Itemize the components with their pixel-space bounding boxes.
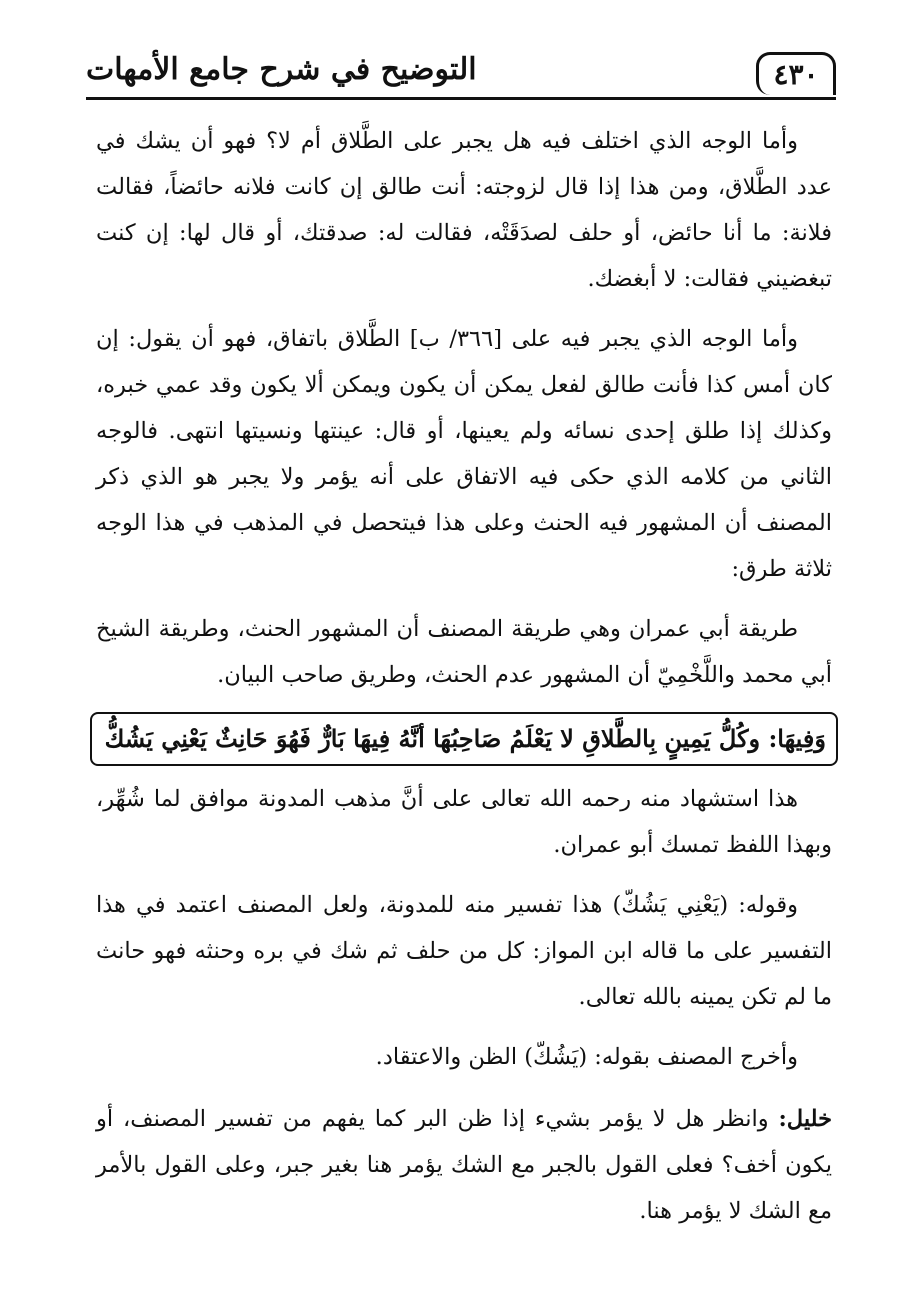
khalil-text: وانظر هل لا يؤمر بشيء إذا ظن البر كما يفهم من تفسير المصنف، أو يكون أخف؟ فعلى القول بالجبر مع الشك يؤمر هنا بغير جبر، وعلى القول بالأمر مع الشك لا يؤمر هنا.	[96, 1106, 832, 1224]
paragraph-commentary-2: وقوله: (يَعْنِي يَشُكّ) هذا تفسير منه للمدونة، ولعل المصنف اعتمد في هذا التفسير على ما قاله ابن المواز: كل من حلف ثم شك في بره وحنثه فهو حانث ما لم تكن يمينه بالله تعالى.	[96, 892, 832, 1010]
matn-quote-text: وَفِيهَا: وكُلُّ يَمِينٍ بِالطَّلاقِ لا يَعْلَمُ صَاحِبُهَا أنَّهُ فِيهَا بَارٌّ فَهُوَ حَانِثٌ يَعْنِي يَشُكُّ	[104, 724, 826, 753]
paragraph-commentary-3: وأخرج المصنف بقوله: (يَشُكّ) الظن والاعتقاد.	[375, 1044, 798, 1070]
header-rule	[86, 97, 836, 100]
page-number: ٤٣٠	[756, 52, 836, 95]
paragraph-khalil	[96, 1096, 832, 1234]
khalil-label: خليل:	[778, 1106, 832, 1132]
paragraph-compelled-case: وأما الوجه الذي يجبر فيه على [٣٦٦/ ب] الطَّلاق باتفاق، فهو أن يقول: إن كان أمس كذا فأنت طالق لفعل يمكن أن يكون ويمكن ألا يكون وقد عمي خبره، وكذلك إذا طلق إحدى نسائه ولم يعينها، أو قال: عينتها ونسيتها انتهى. فالوجه الثاني من كلامه الذي حكى فيه الاتفاق على أنه يؤمر ولا يجبر هو الذي ذكر المصنف أن المشهور فيه الحنث وعلى هذا فيتحصل في المذهب في هذا الوجه ثلاثة طرق:	[96, 326, 832, 582]
matn-quote-box	[90, 712, 838, 766]
paragraph-three-methods: طريقة أبي عمران وهي طريقة المصنف أن المشهور الحنث، وطريقة الشيخ أبي محمد واللَّخْمِيّ أن المشهور عدم الحنث، وطريق صاحب البيان.	[96, 616, 832, 688]
running-title: التوضيح في شرح جامع الأمهات	[86, 52, 477, 87]
paragraph-commentary-1: هذا استشهاد منه رحمه الله تعالى على أنَّ مذهب المدونة موافق لما شُهِّر، وبهذا اللفظ تمسك أبو عمران.	[96, 786, 832, 858]
paragraph-disputed-case: وأما الوجه الذي اختلف فيه هل يجبر على الطَّلاق أم لا؟ فهو أن يشك في عدد الطَّلاق، ومن هذا إذا قال لزوجته: أنت طالق إن كانت فلانه حائضاً، فقالت فلانة: ما أنا حائض، أو حلف لصدَقَتْه، فقالت له: صدقتك، أو قال لها: إن كنت تبغضيني فقالت: لا أبغضك.	[96, 128, 832, 292]
page-body	[96, 118, 832, 1248]
page-header	[86, 48, 836, 100]
